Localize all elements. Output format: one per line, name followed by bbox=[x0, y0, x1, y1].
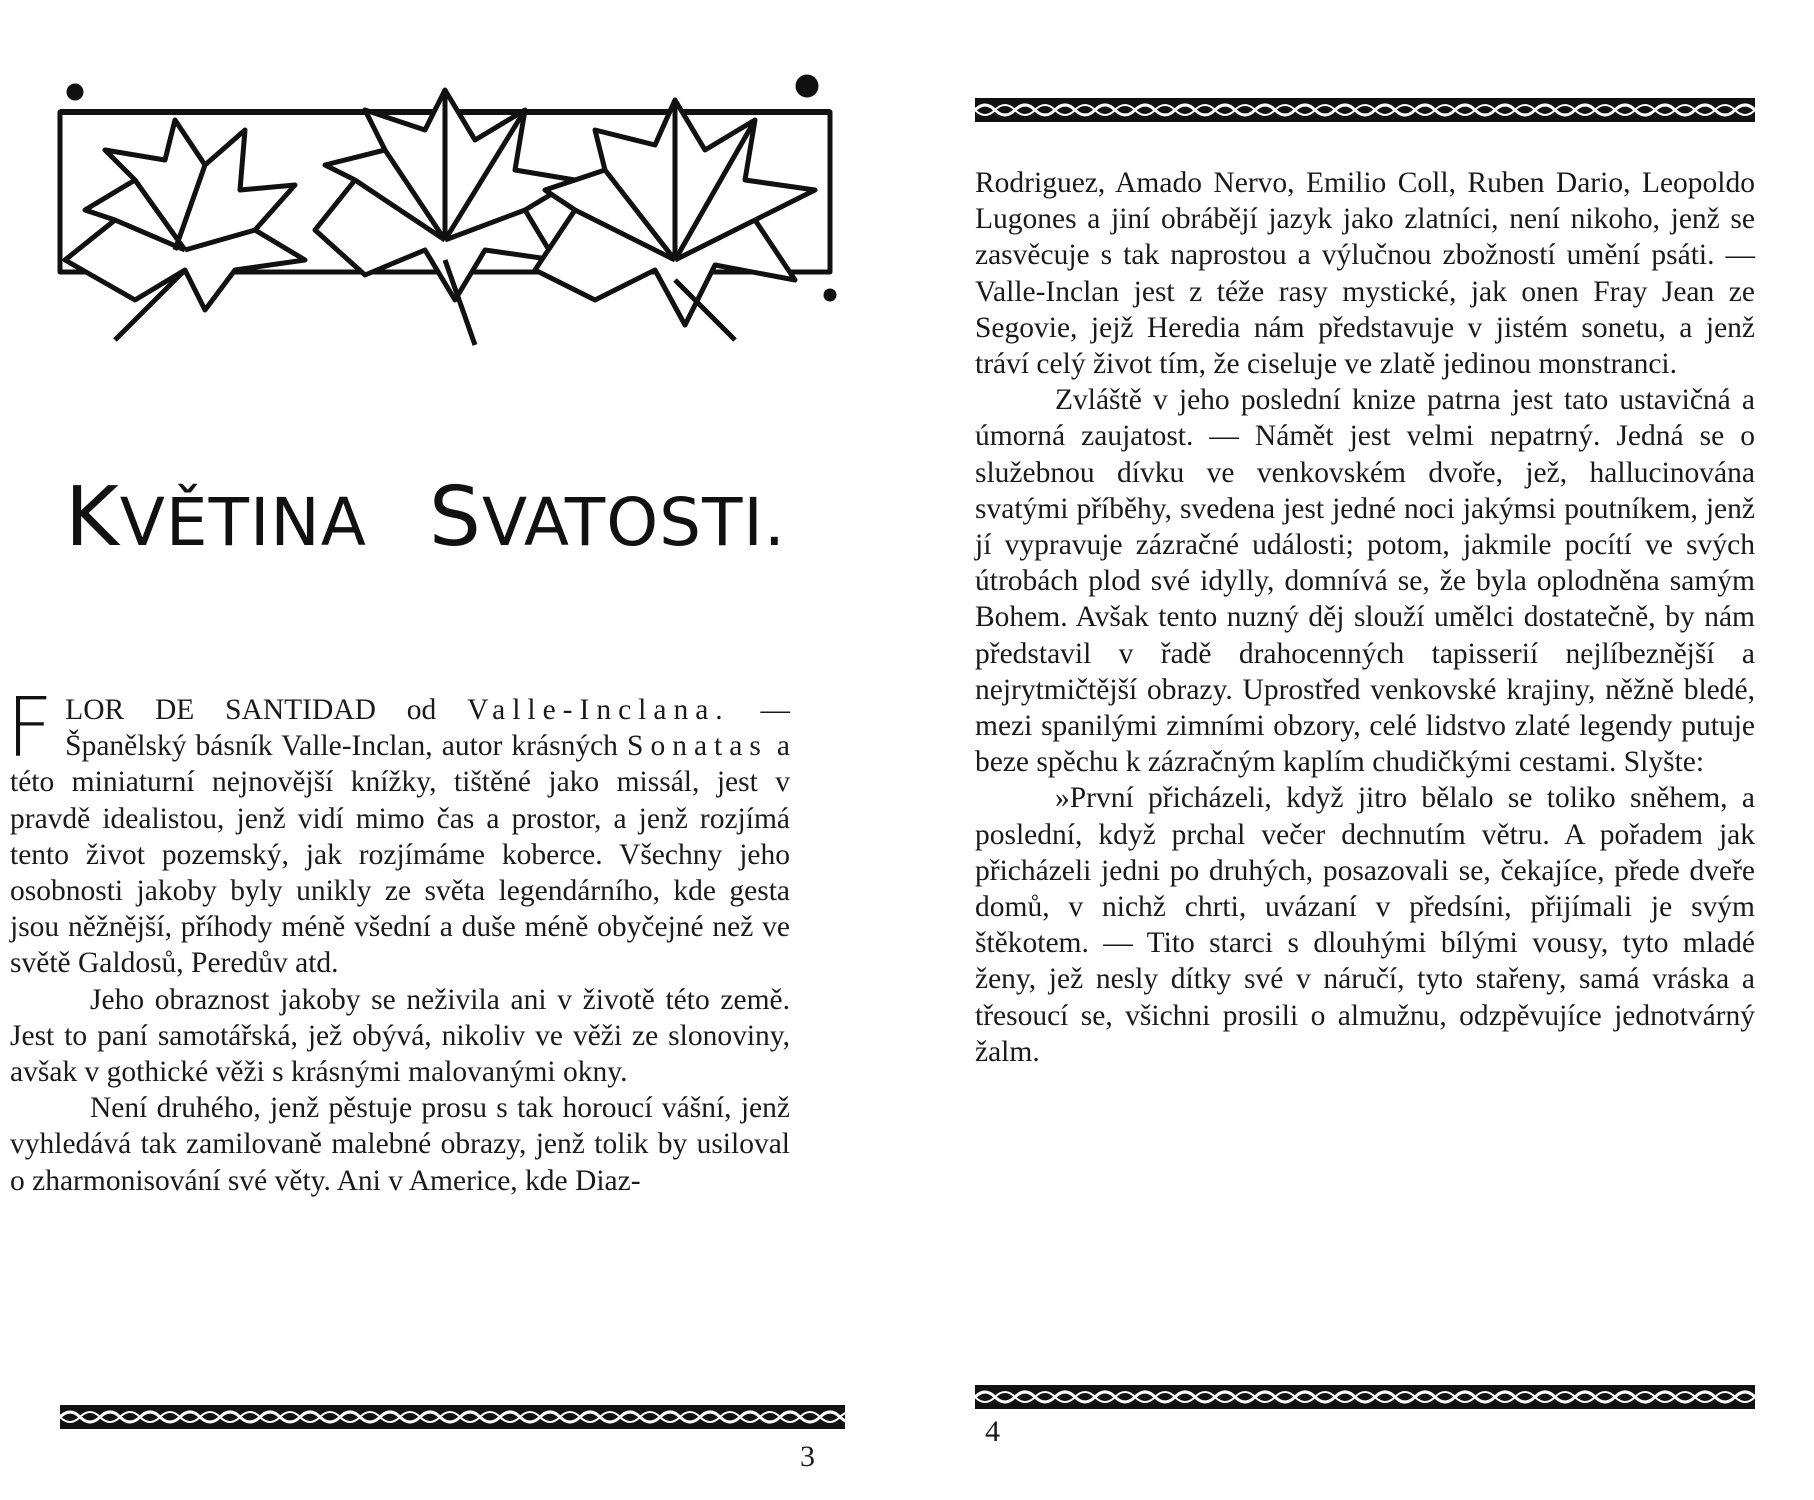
paragraph-1 bbox=[6, 681, 791, 982]
title-cap-1: K bbox=[65, 470, 120, 565]
p1-author: Valle-Inclana. bbox=[467, 694, 730, 726]
paragraph-6: »První přicházeli, když jitro bělalo se toliko sněhem, a poslední, když prchal večer dechnutím větru. A pořadem jak přicházeli jedni po druhých, posazovali se, čekajíce, přede dveře domů, v nichž chrti, uvázaní v předsíni, přijímali je svým štěkotem. — Tito starci s dlouhými bílými vousy, tyto mladé ženy, jež nesly dítky své v náručí, tyto stařeny, samá vráska a třesoucí se, všichni prosili o almužnu, odzpěvujíce jednotvárný žalm. bbox=[975, 782, 1755, 1068]
celtic-knot-border-top-icon bbox=[975, 98, 1755, 122]
paragraph-5: Zvláště v jeho poslední knize patrna jest tato ustavičná a úmorná zaujatost. — Námět jest velmi nepatrný. Jedná se o služebnou dívku ve venkovském dvoře, jež, hallucinována svatými příběhy, svedena jest jedné noci jakýmsi poutníkem, jenž jí vypravuje zázračné události; potom, jakmile pocítí ve svých útrobách plod své idylly, domnívá se, že byla oplodněna samým Bohem. Avšak tento nuzný děj slouží umělci dostatečně, by nám představil v řadě drahocenných tapisserií nejlíbeznější a nejrytmičtější obrazy. Uprostřed venkovské krajiny, něžně bledé, mezi spanilými zimními obzory, celé lidstvo zlaté legendy putuje beze spěchu k zázračným kaplím chudičkými cestami. Slyšte: bbox=[975, 384, 1755, 779]
dropcap: F bbox=[6, 681, 54, 776]
chapter-title bbox=[65, 470, 786, 565]
title-cap-2: S bbox=[428, 470, 482, 565]
celtic-knot-border-icon bbox=[60, 1405, 845, 1429]
paragraph-2: Jeho obraznost jakoby se neživila ani v životě této země. Jest to paní samotářská, jež obývá, nikoliv ve věži ze slonoviny, avšak v gothické věži s krásnými malovanými okny. bbox=[10, 983, 790, 1089]
right-page-text bbox=[975, 165, 1755, 1070]
paragraph-3: Není druhého, jenž pěstuje prosu s tak horoucí vášní, jenž vyhledává tak zamilovaně malebné obrazy, jenž tolik by usiloval o zharmonisování své věty. Ani v Americe, kde Diaz- bbox=[10, 1092, 790, 1197]
title-word-2: VATOSTI. bbox=[481, 484, 786, 561]
maple-leaves-vignette-icon bbox=[55, 70, 855, 350]
p1-sonatas: Sonatas bbox=[627, 730, 768, 763]
page-number-left: 3 bbox=[800, 1440, 815, 1473]
celtic-knot-border-bottom-icon bbox=[975, 1385, 1755, 1409]
left-page-text bbox=[6, 681, 791, 1199]
p1-lead: LOR DE SANTIDAD od bbox=[65, 694, 468, 726]
title-word-1: VĚTINA bbox=[119, 484, 367, 561]
paragraph-4: Rodriguez, Amado Nervo, Emilio Coll, Ruben Dario, Leopoldo Lugones a jiní obrábějí jazyk jako zlatníci, není nikoho, jenž se zasvěcuje s tak naprostou a výlučnou zbožností umění psáti. — Valle-Inclan jest z téže rasy mystické, jak onen Fray Jean ze Segovie, jejž Heredia nám představuje v jistém sonetu, a jenž tráví celý život tím, že ciseluje ve zlatě jedinou monstranci. bbox=[975, 167, 1755, 381]
page-number-right: 4 bbox=[985, 1415, 1000, 1448]
p1-b: a této miniaturní nejnovější knížky, tištěné jako missál, jest v pravdě idealistou, jenž vidí mimo čas a prostor, a jenž rozjímá tento život pozemský, jak rozjímáme koberce. Všechny jeho osobnosti jakoby byly unikly ze světa legendárního, kde gesta jsou něžnější, příhody méně všední a duše méně obyčejné než ve světě Galdosů, Peredův atd. bbox=[10, 730, 790, 980]
p1-a: — Španělský básník Valle-Inclan, autor krásných bbox=[65, 694, 791, 763]
